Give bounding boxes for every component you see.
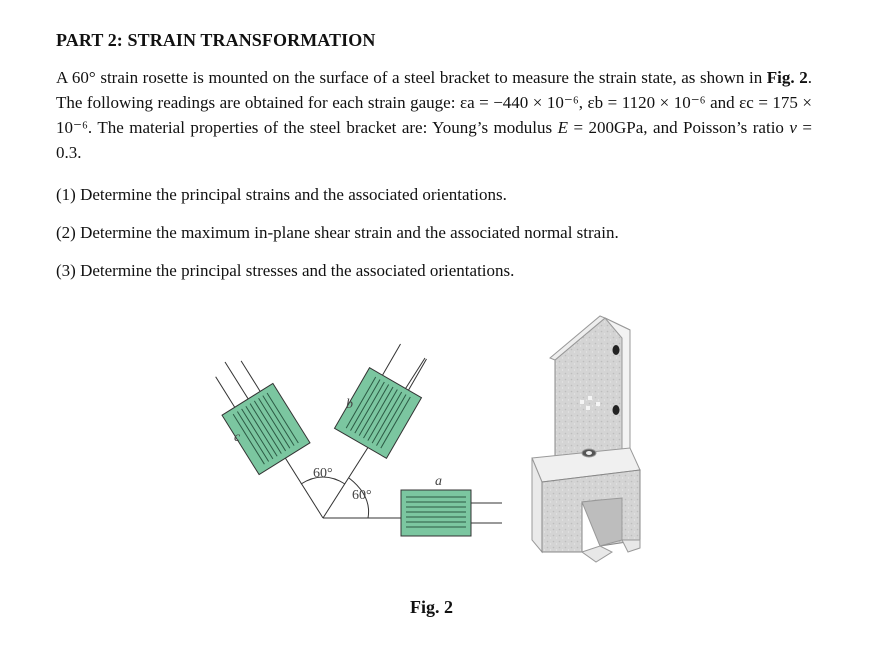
label-b: b bbox=[346, 397, 353, 412]
question-3: (3) Determine the principal stresses and the associated orientations. bbox=[56, 261, 515, 280]
angle-label-1: 60° bbox=[313, 466, 333, 481]
section-heading: PART 2: STRAIN TRANSFORMATION bbox=[56, 30, 376, 50]
youngs-modulus-value: = 200GPa, and Poisson’s ratio bbox=[567, 118, 790, 137]
youngs-modulus-symbol: E bbox=[557, 118, 568, 137]
steel-bracket-illustration bbox=[532, 316, 640, 562]
strain-a-reading: εa = −440 × 10⁻⁶ bbox=[459, 93, 579, 112]
gauge-a bbox=[401, 490, 502, 536]
poisson-ratio-symbol: v bbox=[789, 118, 797, 137]
angle-label-2: 60° bbox=[352, 488, 372, 503]
question-2: (2) Determine the maximum in-plane shear strain and the associated normal strain. bbox=[56, 223, 619, 242]
strain-b-reading: εb = 1120 × 10⁻⁶ bbox=[587, 93, 706, 112]
strain-c-reading: εc = 175 × 10⁻⁶ bbox=[56, 93, 813, 137]
figure-reference: Fig. 2 bbox=[766, 68, 808, 87]
gauge-c bbox=[203, 353, 310, 475]
poisson-ratio-value: = 0.3. bbox=[56, 118, 812, 162]
label-a: a bbox=[435, 474, 442, 489]
label-c: c bbox=[234, 430, 241, 445]
question-1: (1) Determine the principal strains and the associated orientations. bbox=[56, 185, 507, 204]
problem-statement: A 60° strain rosette is mounted on the surface of a steel bracket to measure the strain state, as shown in Fig. 2. The following readings are obtained for each strain gauge: εa = −440 × 10⁻⁶, εb = 1120 × 10⁻⁶ and εc = 175 × 10⁻⁶. The material properties of the steel bracket are: Young’s modulus E = 200GPa, and Poisson’s ratio v = 0.3. bbox=[56, 68, 813, 162]
strain-rosette bbox=[203, 337, 502, 536]
figure-caption: Fig. 2 bbox=[410, 597, 453, 617]
